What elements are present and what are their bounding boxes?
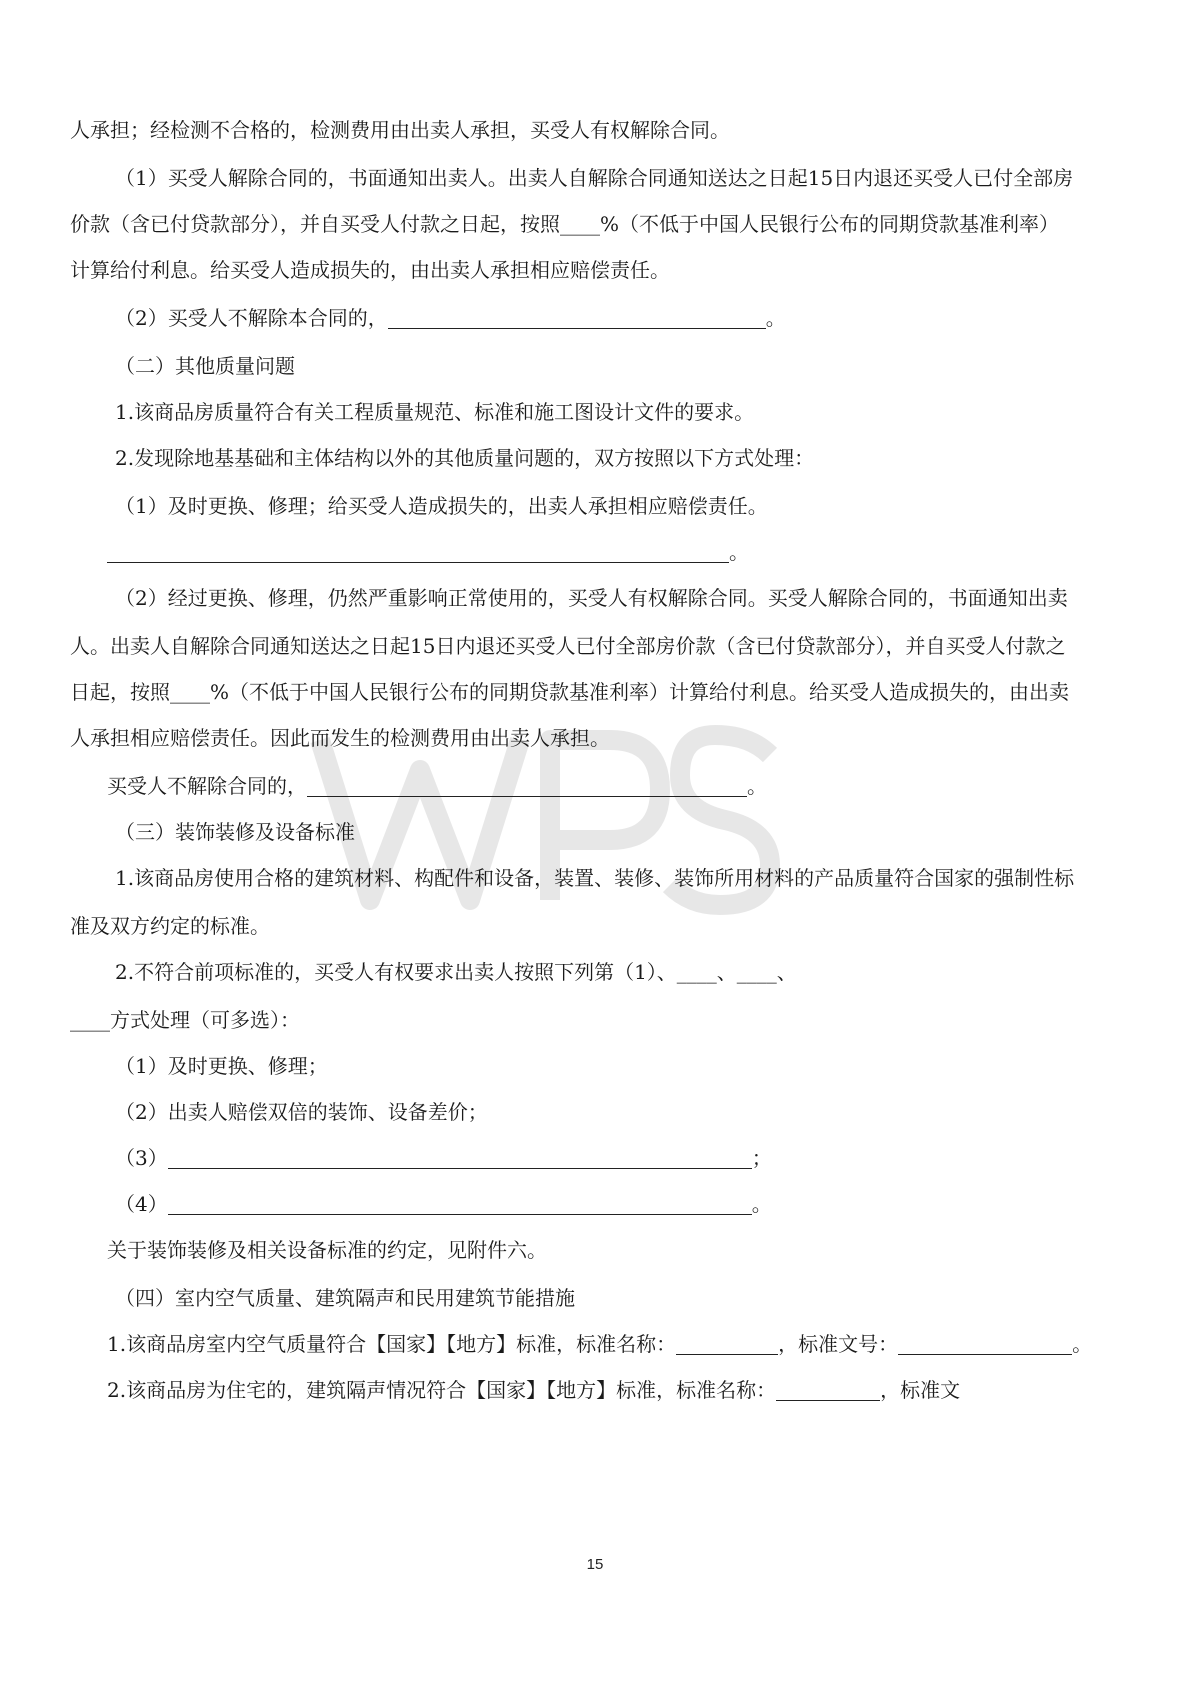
text-line: 2.不符合前项标准的，买受人有权要求出卖人按照下列第（1）、____、____、: [115, 960, 797, 984]
blank-field[interactable]: [776, 1380, 880, 1401]
text-segment: 。: [747, 774, 767, 798]
text-segment: （2）买受人不解除本合同的，: [115, 306, 388, 330]
text-segment: 1.该商品房室内空气质量符合【国家】【地方】标准，标准名称：: [107, 1332, 677, 1356]
page-number: 15: [586, 1556, 604, 1573]
text-line: （1）买受人解除合同的，书面通知出卖人。出卖人自解除合同通知送达之日起15日内退还买受人已付全部房: [115, 166, 1074, 190]
text-line: （2）经过更换、修理，仍然严重影响正常使用的，买受人有权解除合同。买受人解除合同的，书面通知出卖: [115, 586, 1068, 610]
blank-field[interactable]: [676, 1334, 778, 1355]
text-segment: 。: [1072, 1332, 1093, 1356]
text-line: 日起，按照____%（不低于中国人民银行公布的同期贷款基准利率）计算给付利息。给买受人造成损失的，由出卖: [70, 680, 1070, 704]
blank-field[interactable]: [168, 1148, 752, 1169]
text-line: 准及双方约定的标准。: [70, 914, 270, 938]
fill-line: [115, 304, 1130, 332]
text-line: 人承担相应赔偿责任。因此而发生的检测费用由出卖人承担。: [70, 726, 610, 750]
text-segment: 买受人不解除合同的，: [107, 774, 307, 798]
fill-line: [107, 1376, 1122, 1404]
fill-line: [107, 772, 1122, 800]
list-item: （1）及时更换、修理；: [115, 1054, 328, 1078]
text-line: 关于装饰装修及相关设备标准的约定，见附件六。: [107, 1238, 547, 1262]
blank-field[interactable]: [898, 1334, 1072, 1355]
text-segment: （3）: [115, 1146, 168, 1170]
section-heading: （三）装饰装修及设备标准: [115, 820, 355, 844]
text-line: ____方式处理（可多选）：: [70, 1008, 300, 1032]
section-heading: （二）其他质量问题: [115, 354, 295, 378]
blank-field[interactable]: [307, 776, 747, 797]
section-heading: （四）室内空气质量、建筑隔声和民用建筑节能措施: [115, 1286, 575, 1310]
blank-field[interactable]: [107, 542, 729, 563]
fill-line: [115, 1190, 1130, 1218]
text-line: 价款（含已付贷款部分），并自买受人付款之日起，按照____%（不低于中国人民银行公布的同期贷款基准利率）: [70, 212, 1060, 236]
fill-line: [107, 1330, 1122, 1358]
text-line: 人。出卖人自解除合同通知送达之日起15日内退还买受人已付全部房价款（含已付贷款部分），并自买受人付款之: [70, 634, 1066, 658]
blank-field[interactable]: [388, 308, 766, 329]
text-segment: ；: [751, 1146, 772, 1170]
text-line: 计算给付利息。给买受人造成损失的，由出卖人承担相应赔偿责任。: [70, 258, 670, 282]
blank-field[interactable]: [168, 1194, 752, 1215]
text-line: 2.发现除地基基础和主体结构以外的其他质量问题的，双方按照以下方式处理：: [115, 446, 815, 470]
list-item: （2）出卖人赔偿双倍的装饰、设备差价；: [115, 1100, 488, 1124]
text-line: （1）及时更换、修理；给买受人造成损失的，出卖人承担相应赔偿责任。: [115, 494, 768, 518]
text-segment: 。: [765, 306, 786, 330]
text-segment: 。: [729, 540, 749, 564]
text-segment: ，标准文: [880, 1378, 961, 1402]
text-segment: 。: [751, 1192, 772, 1216]
text-line: 1.该商品房使用合格的建筑材料、构配件和设备，装置、装修、装饰所用材料的产品质量符合国家的强制性标: [115, 866, 1075, 890]
fill-line: [107, 538, 1167, 566]
fill-line: [115, 1144, 1130, 1172]
text-line: 1.该商品房质量符合有关工程质量规范、标准和施工图设计文件的要求。: [115, 400, 755, 424]
text-line: 人承担；经检测不合格的，检测费用由出卖人承担，买受人有权解除合同。: [70, 118, 730, 142]
text-segment: 2.该商品房为住宅的，建筑隔声情况符合【国家】【地方】标准，标准名称：: [107, 1378, 777, 1402]
text-segment: （4）: [115, 1192, 168, 1216]
text-segment: ，标准文号：: [778, 1332, 899, 1356]
